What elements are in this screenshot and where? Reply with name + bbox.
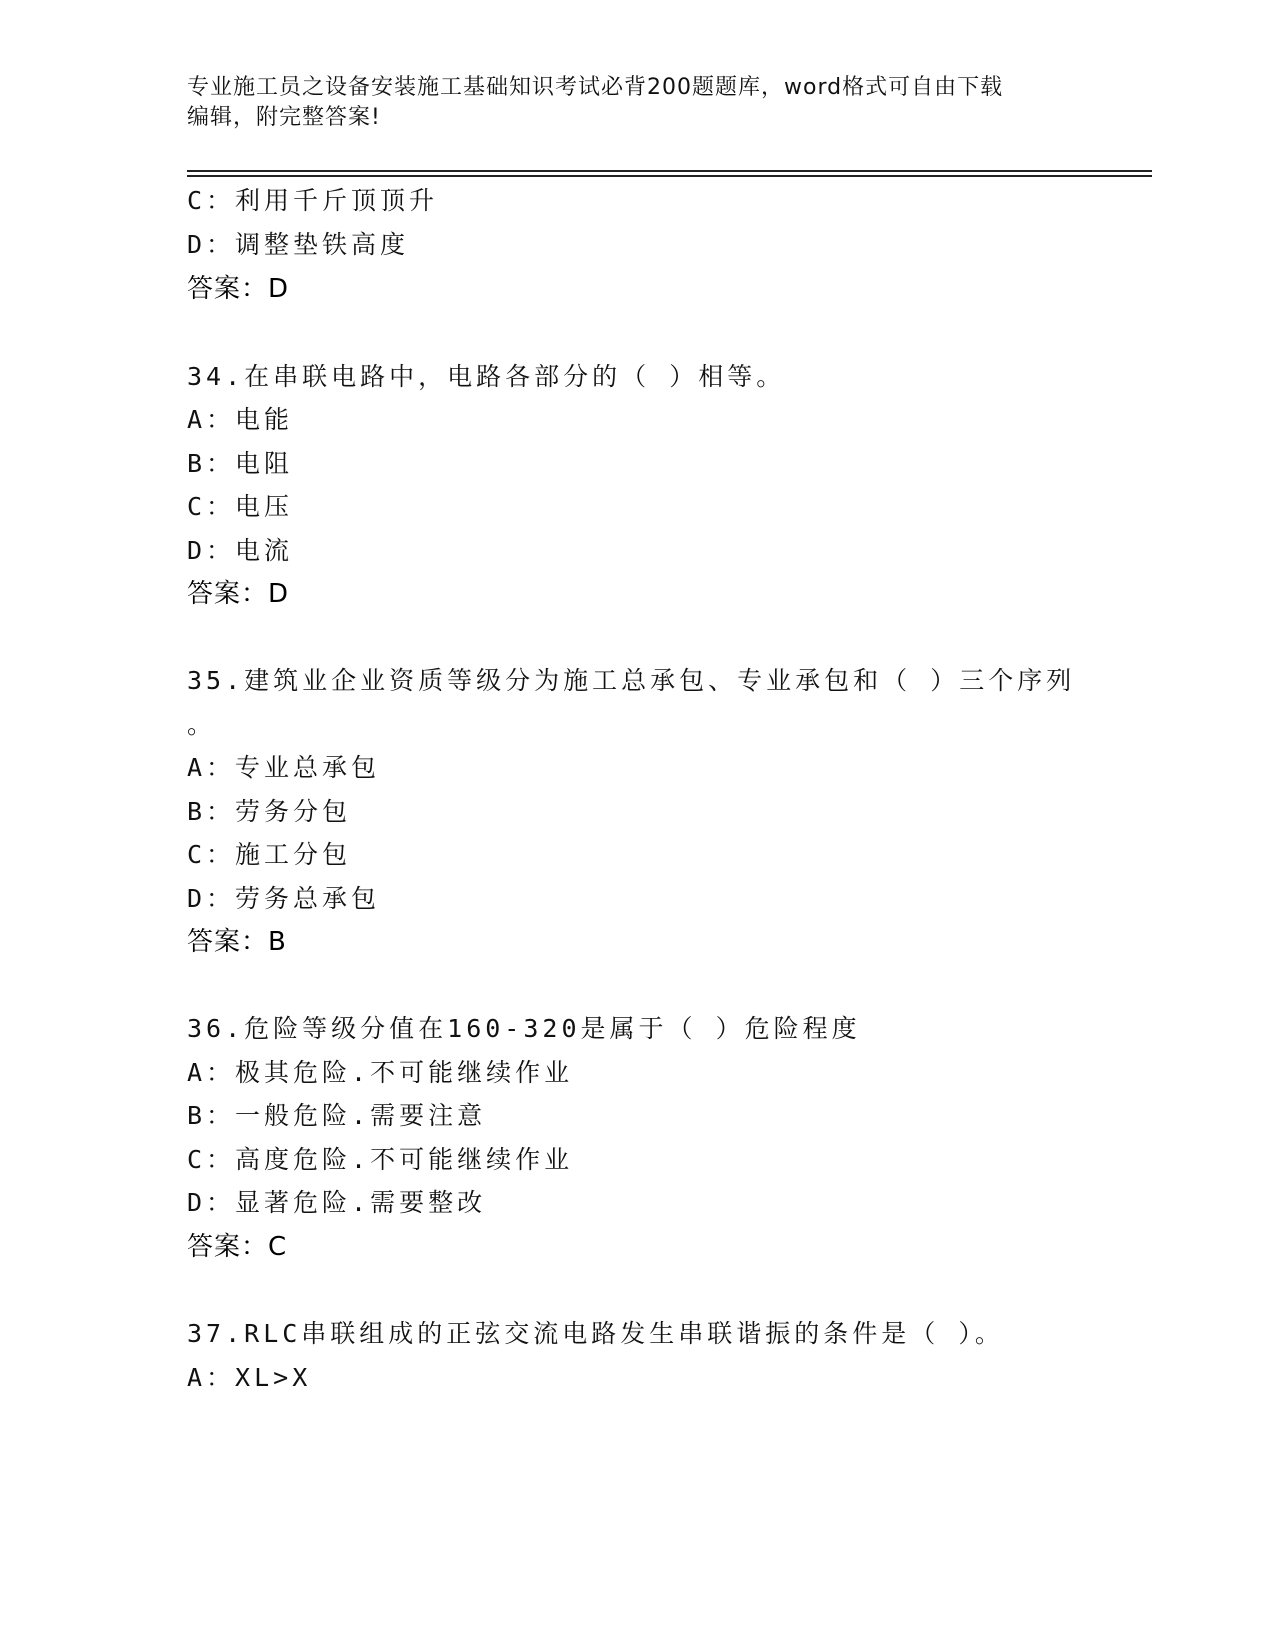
header-rule-bottom xyxy=(187,175,1152,177)
question-36: 36.危险等级分值在160-320是属于（ ）危险程度 xyxy=(187,1014,861,1043)
answer: 答案：C xyxy=(187,1232,288,1262)
document-title-line-1: 专业施工员之设备安装施工基础知识考试必背200题题库，word格式可自由下载 xyxy=(187,75,1004,100)
question-37: 37.RLC串联组成的正弦交流电路发生串联谐振的条件是（ ）。 xyxy=(187,1319,1004,1348)
option-c: C：高度危险.不可能继续作业 xyxy=(187,1145,574,1174)
option-d: D：调整垫铁高度 xyxy=(187,230,410,259)
option-a: A：XL>X xyxy=(187,1363,312,1392)
option-a: A：极其危险.不可能继续作业 xyxy=(187,1058,574,1087)
answer: 答案：D xyxy=(187,579,290,609)
question-34: 34.在串联电路中，电路各部分的（ ）相等。 xyxy=(187,362,786,391)
option-b: B：电阻 xyxy=(187,449,294,478)
answer: 答案：B xyxy=(187,927,287,957)
question-35: 35.建筑业企业资质等级分为施工总承包、专业承包和（ ）三个序列 xyxy=(187,666,1076,695)
question-35-continuation: 。 xyxy=(187,710,217,739)
option-c: C：施工分包 xyxy=(187,840,352,869)
option-d: D：电流 xyxy=(187,536,294,565)
document-title-line-2: 编辑，附完整答案! xyxy=(187,105,381,130)
option-c: C：电压 xyxy=(187,492,294,521)
option-c: C：利用千斤顶顶升 xyxy=(187,186,439,215)
option-d: D：显著危险.需要整改 xyxy=(187,1188,487,1217)
header-rule-top xyxy=(187,170,1152,172)
option-d: D：劳务总承包 xyxy=(187,884,381,913)
answer: 答案：D xyxy=(187,274,290,304)
option-b: B：劳务分包 xyxy=(187,797,352,826)
option-b: B：一般危险.需要注意 xyxy=(187,1101,487,1130)
option-a: A：电能 xyxy=(187,405,294,434)
option-a: A：专业总承包 xyxy=(187,753,381,782)
